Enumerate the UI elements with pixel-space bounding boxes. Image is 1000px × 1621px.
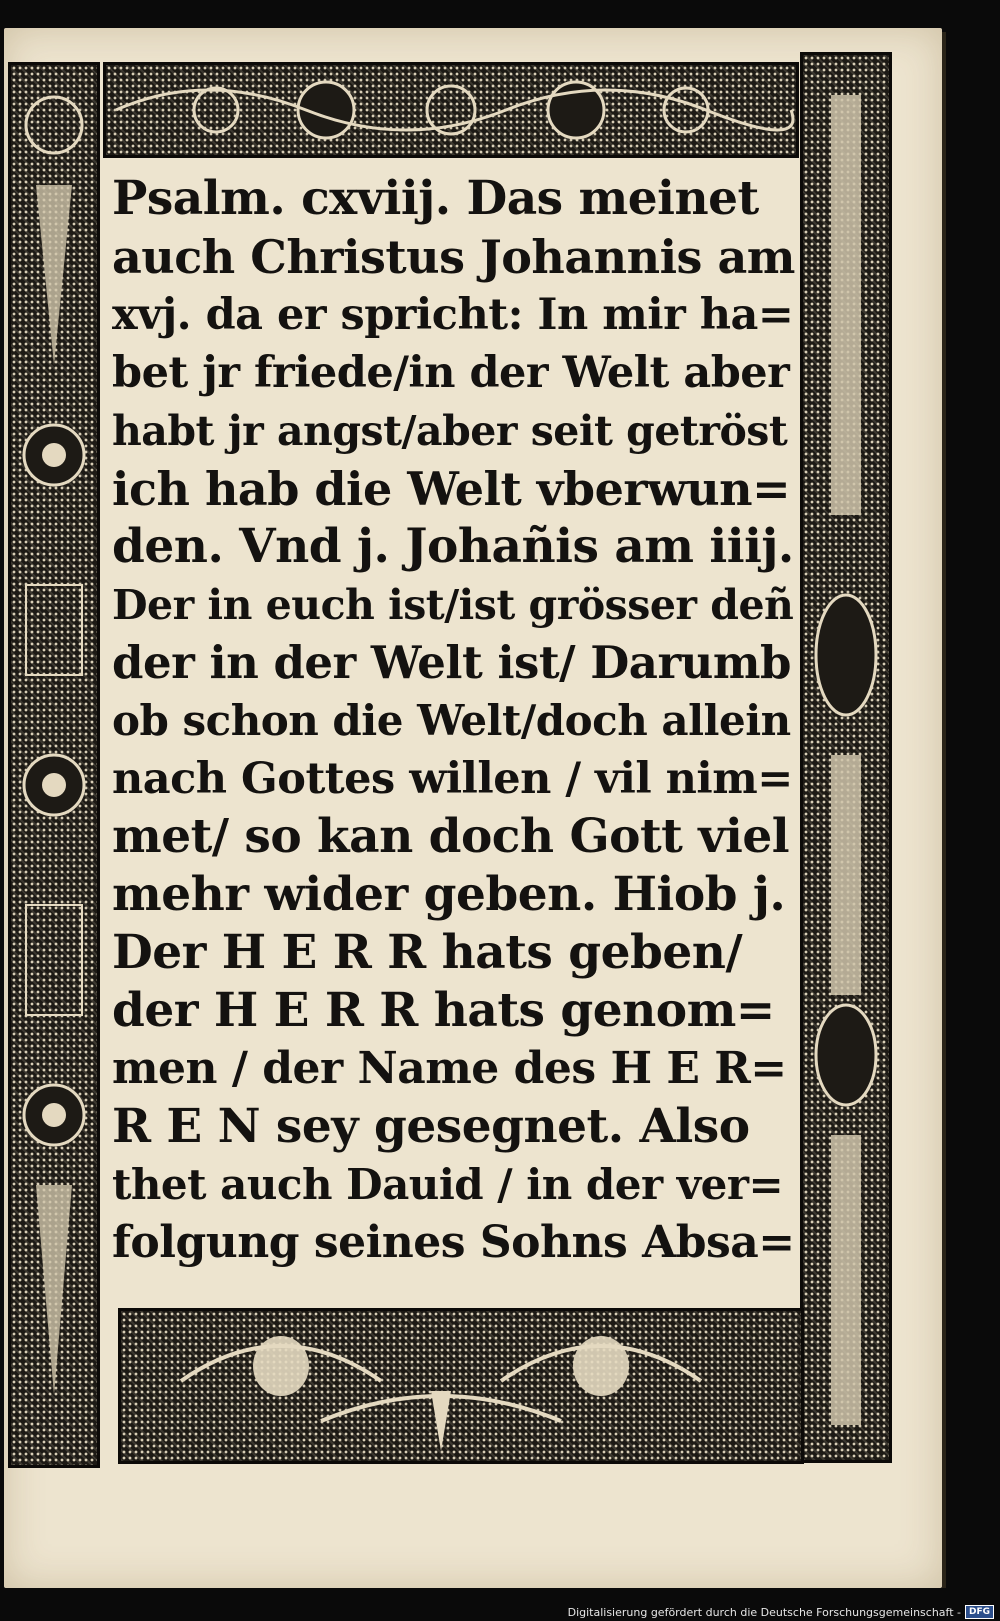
text-line: auch Christus Johannis am: [112, 230, 795, 284]
text-line: der H E R R hats genom=: [112, 983, 775, 1038]
fraktur-text-block: [112, 168, 797, 1288]
text-line: folgung seines Sohns Absa=: [112, 1217, 795, 1268]
bottom-ornamental-border: [118, 1308, 804, 1464]
text-line: der in der Welt ist/ Darumb: [112, 636, 791, 689]
right-ornamental-border: [800, 52, 892, 1463]
text-line: met/ so kan doch Gott viel: [112, 809, 790, 864]
text-line: Psalm. cxviij. Das meinet: [112, 171, 759, 226]
credit-text: Digitalisierung gefördert durch die Deutsche Forschungsgemeinschaft -: [567, 1605, 961, 1619]
left-ornamental-border: [8, 62, 100, 1468]
dfg-logo-icon: DFG: [965, 1605, 994, 1619]
text-line: xvj. da er spricht: In mir ha=: [112, 290, 794, 340]
digitization-credit: [568, 1605, 994, 1619]
text-line: bet jr friede/in der Welt aber: [112, 348, 790, 398]
text-line: ob schon die Welt/doch allein: [112, 696, 791, 745]
text-line: habt jr angst/aber seit getröst: [112, 407, 788, 455]
text-line: thet auch Dauid / in der ver=: [112, 1160, 784, 1209]
text-line: men / der Name des H E R=: [112, 1043, 787, 1094]
text-line: mehr wider geben. Hiob j.: [112, 867, 786, 922]
text-line: R E N sey gesegnet. Also: [112, 1099, 750, 1154]
text-line: nach Gottes willen / vil nim=: [112, 754, 793, 804]
text-line: Der H E R R hats geben/: [112, 925, 743, 980]
text-line: ich hab die Welt vberwun=: [112, 462, 791, 516]
top-ornamental-border: [103, 62, 799, 158]
text-line: Der in euch ist/ist grösser deñ: [112, 581, 794, 629]
page-edge: [942, 32, 946, 1588]
text-line: den. Vnd j. Johañis am iiij.: [112, 519, 794, 574]
